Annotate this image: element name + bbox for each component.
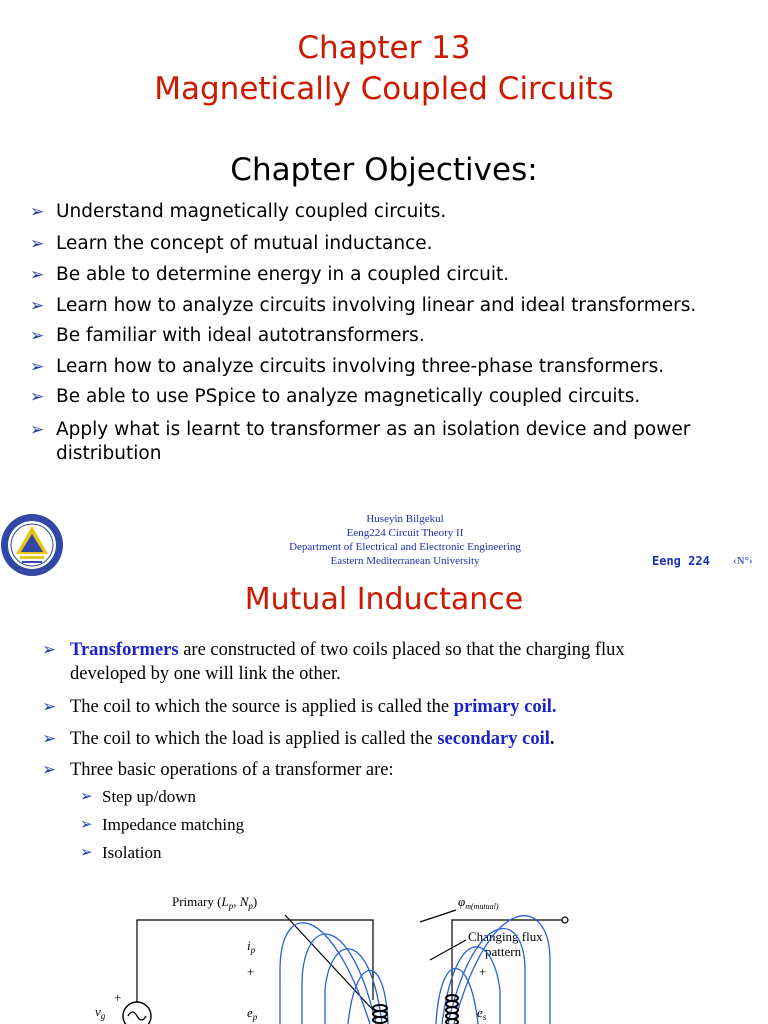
list-item: ➢ Learn how to analyze circuits involving three-phase transformers. xyxy=(30,356,665,377)
term-transformers: Transformers xyxy=(70,640,179,660)
list-item: ➢ Apply what is learnt to transformer as an isolation device and power distribution xyxy=(30,419,691,464)
slide-number: ‹N°› xyxy=(733,555,753,567)
flux-label: Changing flux xyxy=(468,929,543,944)
arrow-bullet-icon: ➢ xyxy=(30,234,45,254)
list-item: ➢ Three basic operations of a transformer are: xyxy=(42,760,394,780)
sub-list-item: ➢ Isolation xyxy=(80,843,162,862)
course-code: Eeng 224 xyxy=(652,554,710,568)
flux-symbol: $\varphi_{m(mutual)}$ xyxy=(458,894,499,911)
chapter-title: Magnetically Coupled Circuits xyxy=(154,71,614,107)
flux-label-line2: pattern xyxy=(485,944,522,959)
list-item: ➢ Learn the concept of mutual inductance. xyxy=(30,233,433,254)
footer-author: Huseyin Bilgekul xyxy=(366,513,444,525)
secondary-emf-label: $e_s$ xyxy=(477,1005,487,1022)
term-secondary-coil: secondary coil xyxy=(437,729,550,749)
current-label: $i_p$ xyxy=(247,938,256,955)
sub-list-item: ➢ Impedance matching xyxy=(80,815,245,834)
primary-label: Primary ($L_p$, $N_p$) xyxy=(172,894,258,911)
svg-text:+: + xyxy=(479,964,487,979)
footer-university: Eastern Mediterranean University xyxy=(330,555,480,567)
source-label: $v_g$ xyxy=(95,1004,106,1021)
arrow-bullet-icon: ➢ xyxy=(30,357,45,377)
primary-emf-label: $e_p$ xyxy=(247,1005,258,1022)
transformer-diagram xyxy=(80,880,580,1024)
ac-source-icon xyxy=(123,1002,151,1024)
footer-course: Eeng224 Circuit Theory II xyxy=(346,527,464,539)
arrow-bullet-icon: ➢ xyxy=(30,387,45,407)
list-item: ➢ Be able to determine energy in a coupled circuit. xyxy=(30,264,510,285)
arrow-bullet-icon: ➢ xyxy=(30,326,45,346)
svg-text:+: + xyxy=(114,990,122,1005)
list-item: ➢ Be familiar with ideal autotransformers. xyxy=(30,325,425,346)
arrow-bullet-icon: ➢ xyxy=(42,640,57,660)
chapter-number: Chapter 13 xyxy=(297,30,471,66)
mutual-inductance-title: Mutual Inductance xyxy=(244,582,524,617)
list-item: ➢ Be able to use PSpice to analyze magnetically coupled circuits. xyxy=(30,386,641,407)
list-item: ➢ Learn how to analyze circuits involving linear and ideal transformers. xyxy=(30,295,697,316)
terminal-icon xyxy=(562,917,568,923)
arrow-bullet-icon: ➢ xyxy=(42,760,57,780)
arrow-bullet-icon: ➢ xyxy=(42,729,57,749)
arrow-bullet-icon: ➢ xyxy=(30,296,45,316)
arrow-bullet-icon: ➢ xyxy=(30,420,45,440)
slide-footer xyxy=(200,512,610,568)
objectives-heading: Chapter Objectives: xyxy=(230,152,538,188)
sub-list-item: ➢ Step up/down xyxy=(80,787,196,806)
term-primary-coil: primary coil. xyxy=(453,697,557,717)
list-item: ➢ Understand magnetically coupled circuits. xyxy=(30,201,447,222)
arrow-bullet-icon: ➢ xyxy=(80,843,93,861)
svg-text:+: + xyxy=(247,964,255,979)
arrow-bullet-icon: ➢ xyxy=(42,697,57,717)
list-item: ➢ The coil to which the source is applied is called the primary coil. xyxy=(42,697,557,717)
arrow-bullet-icon: ➢ xyxy=(80,815,93,833)
footer-department: Department of Electrical and Electronic Engineering xyxy=(289,541,521,553)
arrow-bullet-icon: ➢ xyxy=(30,202,45,222)
list-item: ➢ Transformers are constructed of two coils placed so that the charging flux developed by one will link the other. xyxy=(42,640,625,684)
university-logo xyxy=(0,512,68,578)
arrow-bullet-icon: ➢ xyxy=(30,265,45,285)
list-item: ➢ The coil to which the load is applied is called the secondary coil. xyxy=(42,729,555,749)
arrow-bullet-icon: ➢ xyxy=(80,787,93,805)
primary-wire xyxy=(137,920,373,1020)
